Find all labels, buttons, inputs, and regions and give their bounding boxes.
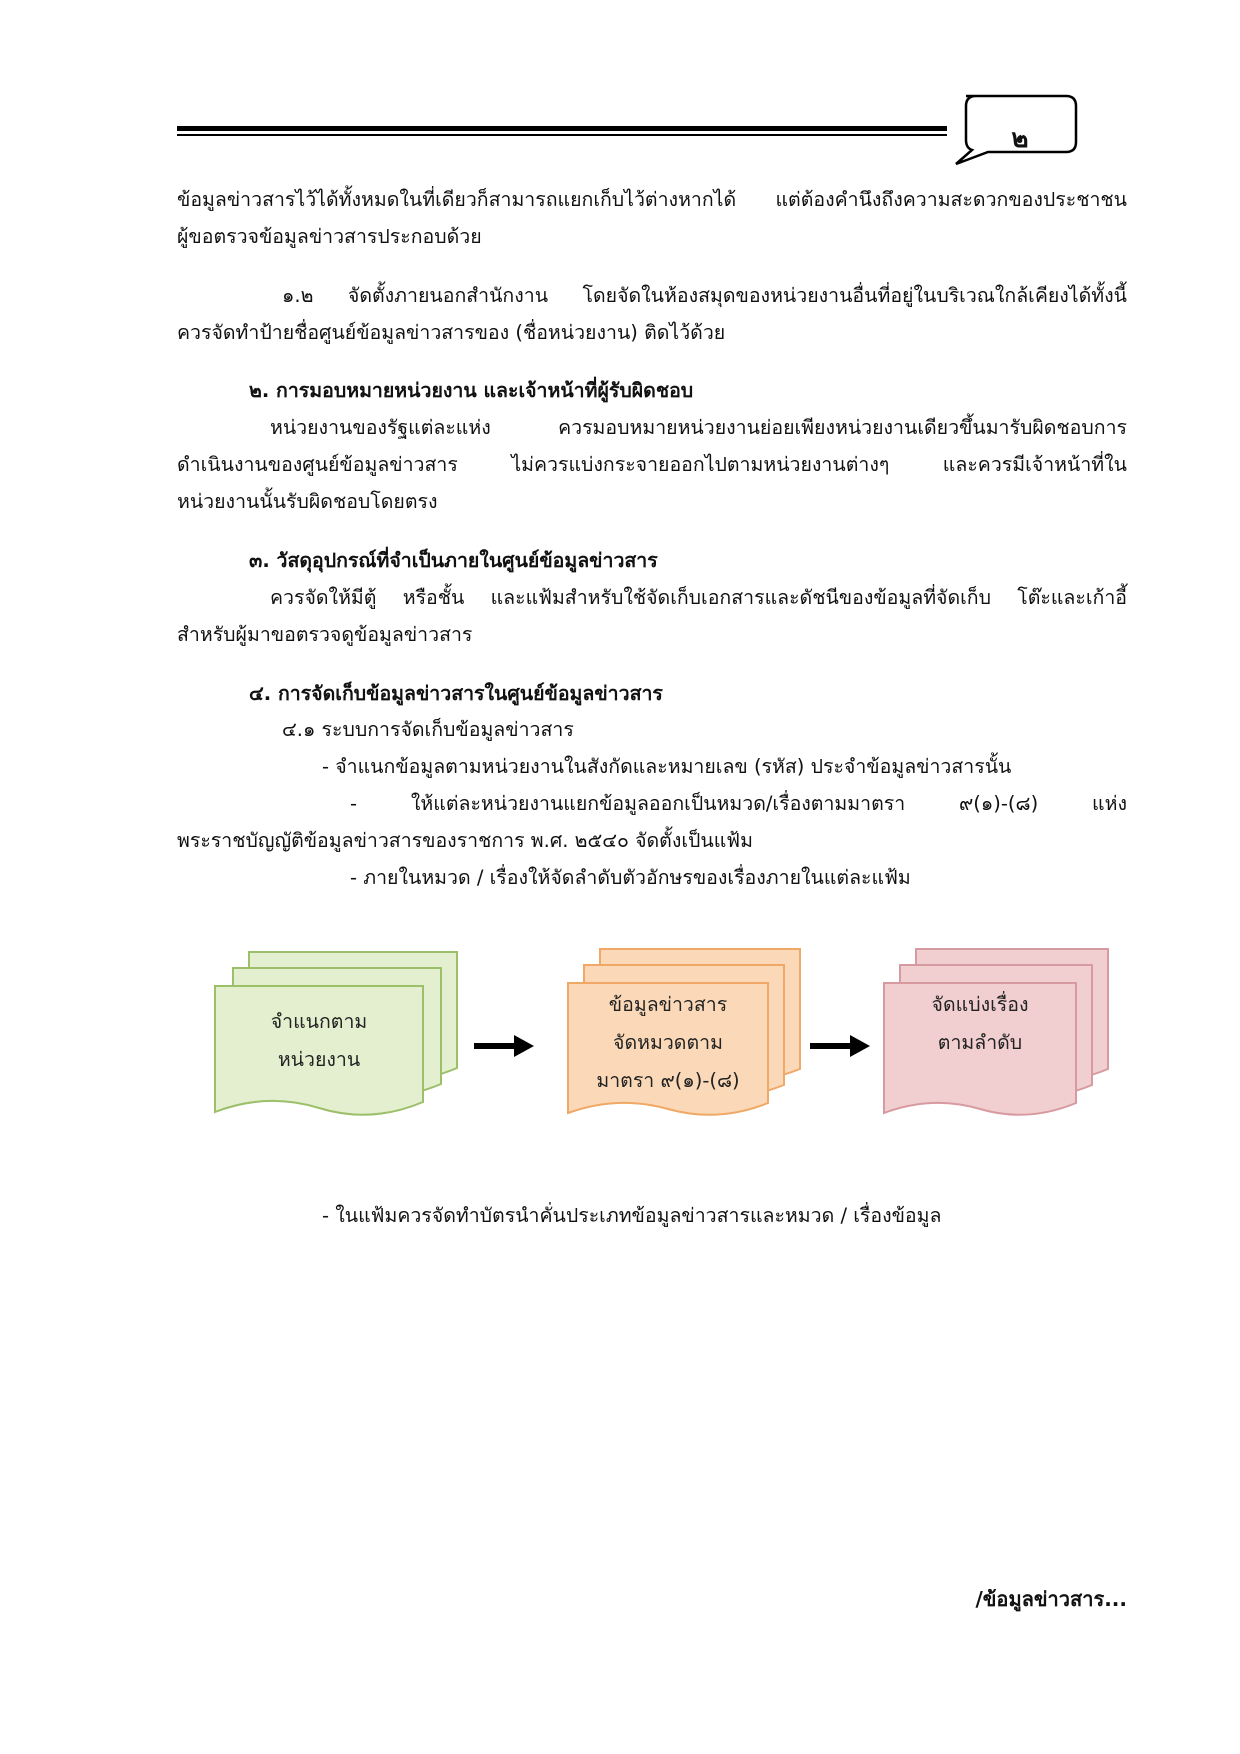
section-3-line-2: สำหรับผู้มาขอตรวจดูข้อมูลข่าวสาร xyxy=(177,623,473,646)
paragraph-1-line-1: ข้อมูลข่าวสารไว้ได้ทั้งหมดในที่เดียวก็สามารถแยกเก็บไว้ต่างหากได้ แต่ต้องคำนึงถึงความสะดวกของประชาชน xyxy=(177,188,1127,211)
section-3-line-1: ควรจัดให้มีตู้ หรือชั้น และแฟ้มสำหรับใช้จัดเก็บเอกสารและดัชนีของข้อมูลที่จัดเก็บ โต๊ะและเก้าอี้ xyxy=(270,586,1127,609)
section-3-heading: ๓. วัสดุอุปกรณ์ที่จำเป็นภายในศูนย์ข้อมูลข่าวสาร xyxy=(249,549,658,572)
section-2-line-2: ดำเนินงานของศูนย์ข้อมูลข่าวสาร ไม่ควรแบ่งกระจายออกไปตามหน่วยงานต่างๆ และควรมีเจ้าหน้าที่ใน xyxy=(177,453,1127,476)
box-1-line-2: หน่วยงาน xyxy=(277,1048,361,1072)
header-rule-thick xyxy=(177,126,947,131)
box-2-line-3: มาตรา ๙(๑)-(๘) xyxy=(596,1069,740,1093)
box-3-line-2: ตามลำดับ xyxy=(937,1031,1023,1055)
section-4-bullet-2-line-1: - ให้แต่ละหน่วยงานแยกข้อมูลออกเป็นหมวด/เรื่องตามมาตรา ๙(๑)-(๘) แห่ง xyxy=(350,792,1127,815)
section-2-line-1: หน่วยงานของรัฐแต่ละแห่ง ควรมอบหมายหน่วยงานย่อยเพียงหน่วยงานเดียวขึ้นมารับผิดชอบการ xyxy=(270,416,1127,439)
section-2-heading: ๒. การมอบหมายหน่วยงาน และเจ้าหน้าที่ผู้รับผิดชอบ xyxy=(249,379,694,402)
diagram-box-2-label xyxy=(568,986,768,1100)
box-3-line-1: จัดแบ่งเรื่อง xyxy=(931,993,1029,1016)
box-2-line-2: จัดหมวดตาม xyxy=(613,1031,723,1055)
box-2-line-1: ข้อมูลข่าวสาร xyxy=(608,993,728,1016)
diagram-box-3-label xyxy=(884,986,1076,1062)
diagram-box-1-label xyxy=(215,1003,423,1079)
continuation-note: /ข้อมูลข่าวสาร... xyxy=(975,1587,1127,1611)
arrow-right-icon-1 xyxy=(474,1031,536,1061)
paragraph-1-line-2: ผู้ขอตรวจข้อมูลข่าวสารประกอบด้วย xyxy=(177,225,482,248)
section-4-1-subheading: ๔.๑ ระบบการจัดเก็บข้อมูลข่าวสาร xyxy=(282,718,574,741)
section-4-heading: ๔. การจัดเก็บข้อมูลข่าวสารในศูนย์ข้อมูลข่าวสาร xyxy=(249,682,663,705)
header-rule-thin xyxy=(177,134,947,136)
arrow-right-icon-2 xyxy=(810,1031,872,1061)
section-4-bullet-3: - ภายในหมวด / เรื่องให้จัดลำดับตัวอักษรของเรื่องภายในแต่ละแฟ้ม xyxy=(350,866,911,889)
section-4-bullet-2-line-2: พระราชบัญญัติข้อมูลข่าวสารของราชการ พ.ศ. ๒๕๔๐ จัดตั้งเป็นแฟ้ม xyxy=(177,829,753,852)
paragraph-1-2-line-1: ๑.๒ จัดตั้งภายนอกสำนักงาน โดยจัดในห้องสมุดของหน่วยงานอื่นที่อยู่ในบริเวณใกล้เคียงได้ทั้งนี้ xyxy=(282,284,1127,307)
section-4-bullet-1: - จำแนกข้อมูลตามหน่วยงานในสังกัดและหมายเลข (รหัส) ประจำข้อมูลข่าวสารนั้น xyxy=(322,755,1012,778)
box-1-line-1: จำแนกตาม xyxy=(270,1010,368,1033)
page-number: ๒ xyxy=(1011,124,1029,154)
section-2-line-3: หน่วยงานนั้นรับผิดชอบโดยตรง xyxy=(177,490,438,513)
paragraph-1-2-line-2: ควรจัดทำป้ายชื่อศูนย์ข้อมูลข่าวสารของ (ชื่อหน่วยงาน) ติดไว้ด้วย xyxy=(177,321,726,344)
after-diagram-bullet: - ในแฟ้มควรจัดทำบัตรนำคั่นประเภทข้อมูลข่าวสารและหมวด / เรื่องข้อมูล xyxy=(322,1204,942,1227)
